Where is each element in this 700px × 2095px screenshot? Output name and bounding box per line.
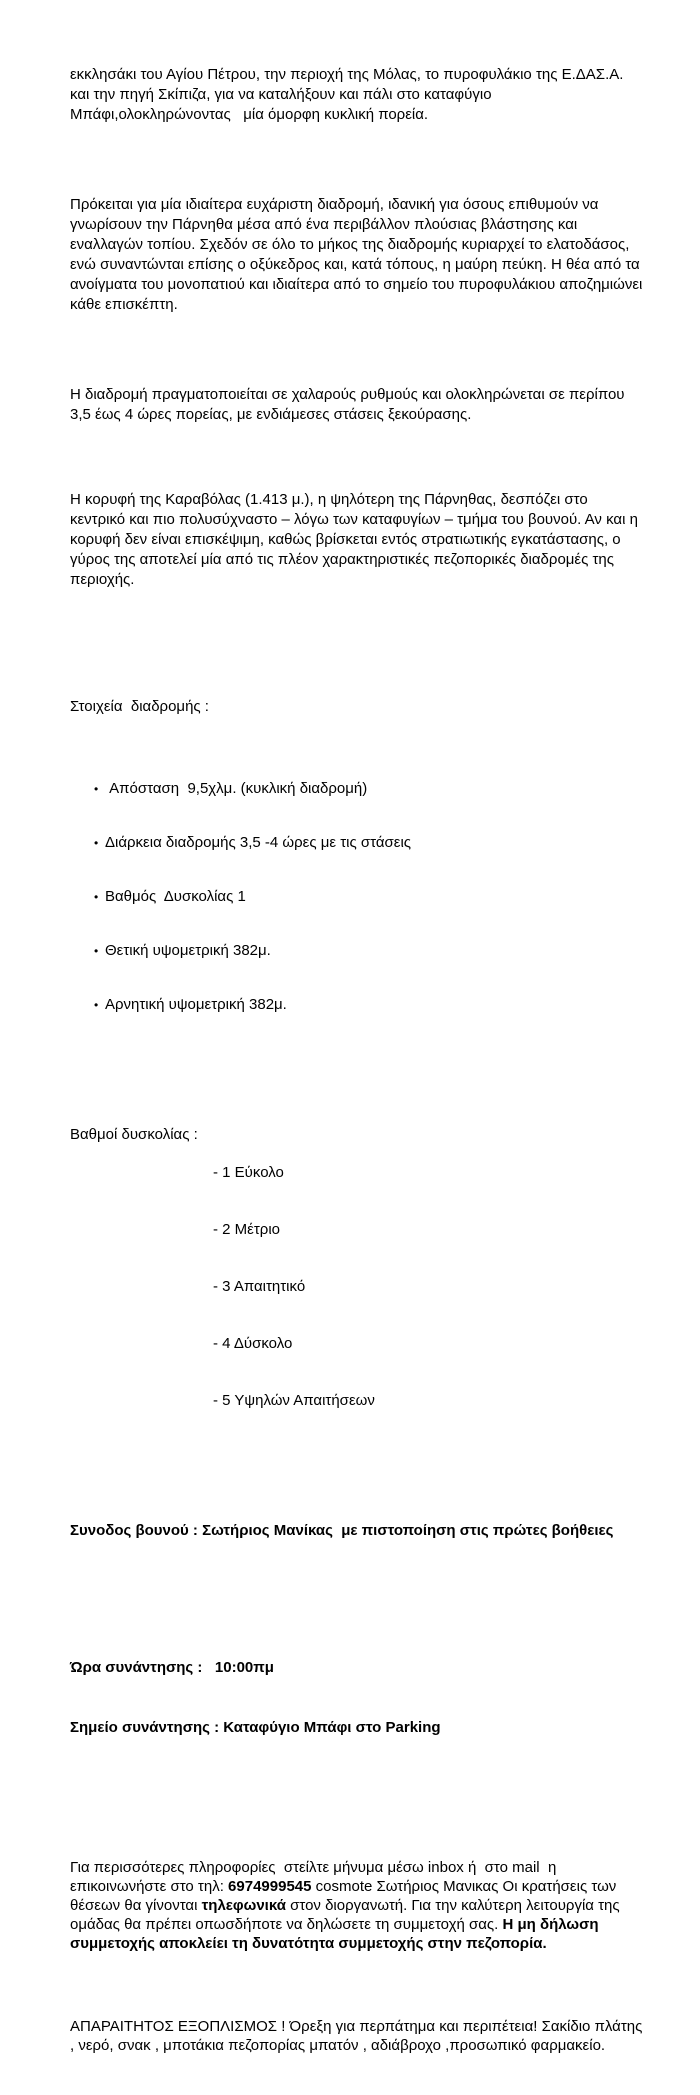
- list-item-text: Αρνητική υψομετρική 382μ.: [105, 996, 287, 1013]
- meeting-place-line: [70, 1718, 645, 1738]
- mountain-guide-line: Συνοδος βουνού : Σωτήριος Μανίκας με πιστοποίηση στις πρώτες βοήθειες: [70, 1522, 614, 1539]
- contact-phone-number: 6974999545: [228, 1878, 312, 1895]
- contact-paragraph: [70, 1858, 645, 1953]
- bullet-icon: •: [94, 890, 99, 904]
- meeting-time-value: 10:00πμ: [214, 1659, 274, 1676]
- difficulty-levels-list: [213, 1125, 645, 1448]
- list-item-difficulty: [70, 888, 645, 906]
- difficulty-level-2: - 2 Μέτριο: [213, 1221, 280, 1238]
- route-details-heading: Στοιχεία διαδρομής :: [70, 698, 209, 715]
- list-item-duration: [70, 834, 645, 852]
- paragraph-pace: Η διαδρομή πραγματοποιείται σε χαλαρούς ρυθμούς και ολοκληρώνεται σε περίπου 3,5 έως 4 ώρες πορείας, με ενδιάμεσες στάσεις ξεκούρασης.: [70, 386, 629, 423]
- difficulty-level-3: - 3 Απαιτητικό: [213, 1278, 306, 1295]
- bullet-icon: •: [94, 944, 99, 958]
- paragraph-karavola: Η κορυφή της Καραβόλας (1.413 μ.), η ψηλότερη της Πάρνηθας, δεσπόζει στο κεντρικό και πιο πολυσύχναστο – λόγω των καταφυγίων – τμήμα του βουνού. Αν και η κορυφή δεν είναι επισκέψιμη, καθώς βρίσκεται εντός στρατιωτικής εγκατάστασης, ο γύρος της αποτελεί μία από τις πλέον χαρακτηριστικές πεζοπορικές διαδρομές της περιοχής.: [70, 491, 643, 588]
- meeting-time-line: [70, 1658, 645, 1678]
- difficulty-scale-section: [70, 1125, 645, 1448]
- route-details-section: [70, 662, 645, 1050]
- contact-closing-warning: Η μη δήλωση συμμετοχής αποκλείει τη δυνατότητα συμμετοχής στην πεζοπορία.: [70, 1916, 603, 1952]
- list-item-distance: [70, 780, 645, 798]
- list-item-text: Βαθμός Δυσκολίας 1: [105, 888, 246, 905]
- meeting-place-label: Σημείο συνάντησης :: [70, 1719, 224, 1736]
- difficulty-level-1: - 1 Εύκολο: [213, 1164, 284, 1181]
- paragraph-route-description: Πρόκειται για μία ιδιαίτερα ευχάριστη διαδρομή, ιδανική για όσους επιθυμούν να γνωρίσουν την Πάρνηθα μέσα από ένα περιβάλλον πλούσιας βλάστησης και εναλλαγών τοπίου. Σχεδόν σε όλο το μήκος της διαδρομής κυριαρχεί το ελατοδάσος, ενώ συναντώνται επίσης ο οξύκεδρος και, κατά τόπους, η μαύρη πεύκη. Η θέα από τα ανοίγματα του μονοπατιού και ιδιαίτερα από το σημείο του πυροφυλάκιου αποζημιώνει κάθε επισκέπτη.: [70, 196, 647, 313]
- bullet-icon: •: [94, 782, 99, 796]
- bullet-icon: •: [94, 998, 99, 1012]
- list-item-text: Απόσταση 9,5χλμ. (κυκλική διαδρομή): [105, 780, 368, 797]
- contact-intro-text: Για περισσότερες πληροφορίες στείλτε μήνυμα μέσω inbox ή στο mail η επικοινωνήστε στο τηλ:: [70, 1859, 561, 1895]
- list-item-descent: [70, 996, 645, 1014]
- difficulty-scale-label: Βαθμοί δυσκολίας :: [70, 1126, 198, 1143]
- list-item-text: Διάρκεια διαδρομής 3,5 -4 ώρες με τις στάσεις: [105, 834, 412, 851]
- meeting-time-label: Ώρα συνάντησης :: [70, 1659, 215, 1676]
- list-item-text: Θετική υψομετρική 382μ.: [105, 942, 271, 959]
- list-item-ascent: [70, 942, 645, 960]
- difficulty-level-5: - 5 Υψηλών Απαιτήσεων: [213, 1392, 375, 1409]
- difficulty-level-4: - 4 Δύσκολο: [213, 1335, 293, 1352]
- paragraph-route-intro: εκκλησάκι του Αγίου Πέτρου, την περιοχή της Μόλας, το πυροφυλάκιο της Ε.ΔΑΣ.Α. και την πηγή Σκίπιζα, για να καταλήξουν και πάλι στο καταφύγιο Μπάφι,ολοκληρώνοντας μία όμορφη κυκλική πορεία.: [70, 66, 628, 123]
- contact-middle-text: cosmote Σωτήριος Μανικας Οι κρατήσεις των θέσεων θα γίνονται: [70, 1878, 621, 1914]
- contact-middle-text-2: στον διοργανωτή. Για την καλύτερη λειτουργία της ομάδας θα πρέπει οπωσδήποτε να δηλώσετε τη συμμετοχή σας.: [70, 1897, 624, 1933]
- meeting-place-value: Καταφύγιο Μπάφι στο Parking: [223, 1719, 441, 1736]
- meeting-info-block: [70, 1618, 645, 1778]
- bullet-icon: •: [94, 836, 99, 850]
- equipment-paragraph: ΑΠΑΡΑΙΤΗΤΟΣ ΕΞΟΠΛΙΣΜΟΣ ! Όρεξη για περπάτημα και περιπέτεια! Σακίδιο πλάτης , νερό, σνακ , μποτάκια πεζοπορίας μπατόν , αδιάβροχο ,προσωπικό φαρμακείο.: [70, 2018, 647, 2054]
- contact-bold-word: τηλεφωνικά: [201, 1897, 286, 1914]
